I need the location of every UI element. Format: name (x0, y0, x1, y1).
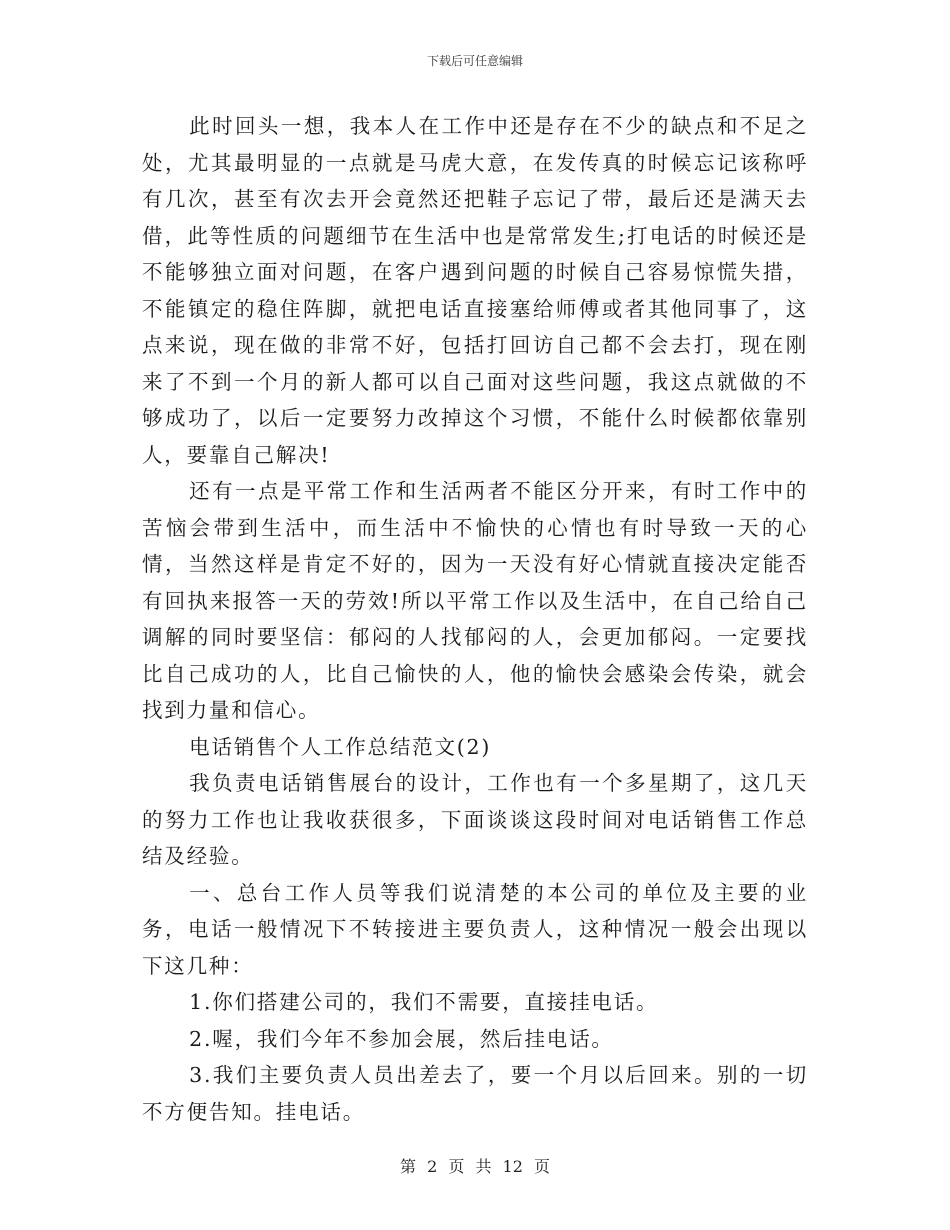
paragraph: 一、总台工作人员等我们说清楚的本公司的单位及主要的业务，电话一般情况下不转接进主要负责人，这种情况一般会出现以下这几种： (142, 880, 808, 978)
page-number: 第 2 页 共 12 页 (400, 1157, 550, 1176)
document-body (142, 108, 808, 1130)
section-heading: 电话销售个人工作总结范文(2) (189, 734, 492, 759)
paragraph: 我负责电话销售展台的设计，工作也有一个多星期了，这几天的努力工作也让我收获很多，下面谈谈这段时间对电话销售工作总结及经验。 (142, 771, 808, 868)
list-item: 1.你们搭建公司的，我们不需要，直接挂电话。 (189, 990, 659, 1014)
paragraph: 还有一点是平常工作和生活两者不能区分开来，有时工作中的苦恼会带到生活中，而生活中不愉快的心情也有时导致一天的心情，当然这样是肯定不好的，因为一天没有好心情就直接决定能否有回执来报答一天的劳效!所以平常工作以及生活中，在自己给自己调解的同时要坚信：郁闷的人找郁闷的人，会更加郁闷。一定要找比自己成功的人，比自己愉快的人，他的愉快会感染会传染，就会找到力量和信心。 (142, 479, 808, 722)
list-item: 3.我们主要负责人员出差去了，要一个月以后回来。别的一切不方便告知。挂电话。 (142, 1063, 808, 1124)
header-note: 下载后可任意编辑 (426, 54, 523, 68)
list-item: 2.喔，我们今年不参加会展，然后挂电话。 (189, 1026, 614, 1051)
paragraph: 此时回头一想，我本人在工作中还是存在不少的缺点和不足之处，尤其最明显的一点就是马虎大意，在发传真的时候忘记该称呼有几次，甚至有次去开会竟然还把鞋子忘记了带，最后还是满天去借，此等性质的问题细节在生活中也是常常发生;打电话的时候还是不能够独立面对问题，在客户遇到问题的时候自己容易惊慌失措，不能镇定的稳住阵脚，就把电话直接塞给师傅或者其他同事了，这点来说，现在做的非常不好，包括打回访自己都不会去打，现在刚来了不到一个月的新人都可以自己面对这些问题，我这点就做的不够成功了，以后一定要努力改掉这个习惯，不能什么时候都依靠别人，要靠自己解决! (142, 114, 808, 467)
